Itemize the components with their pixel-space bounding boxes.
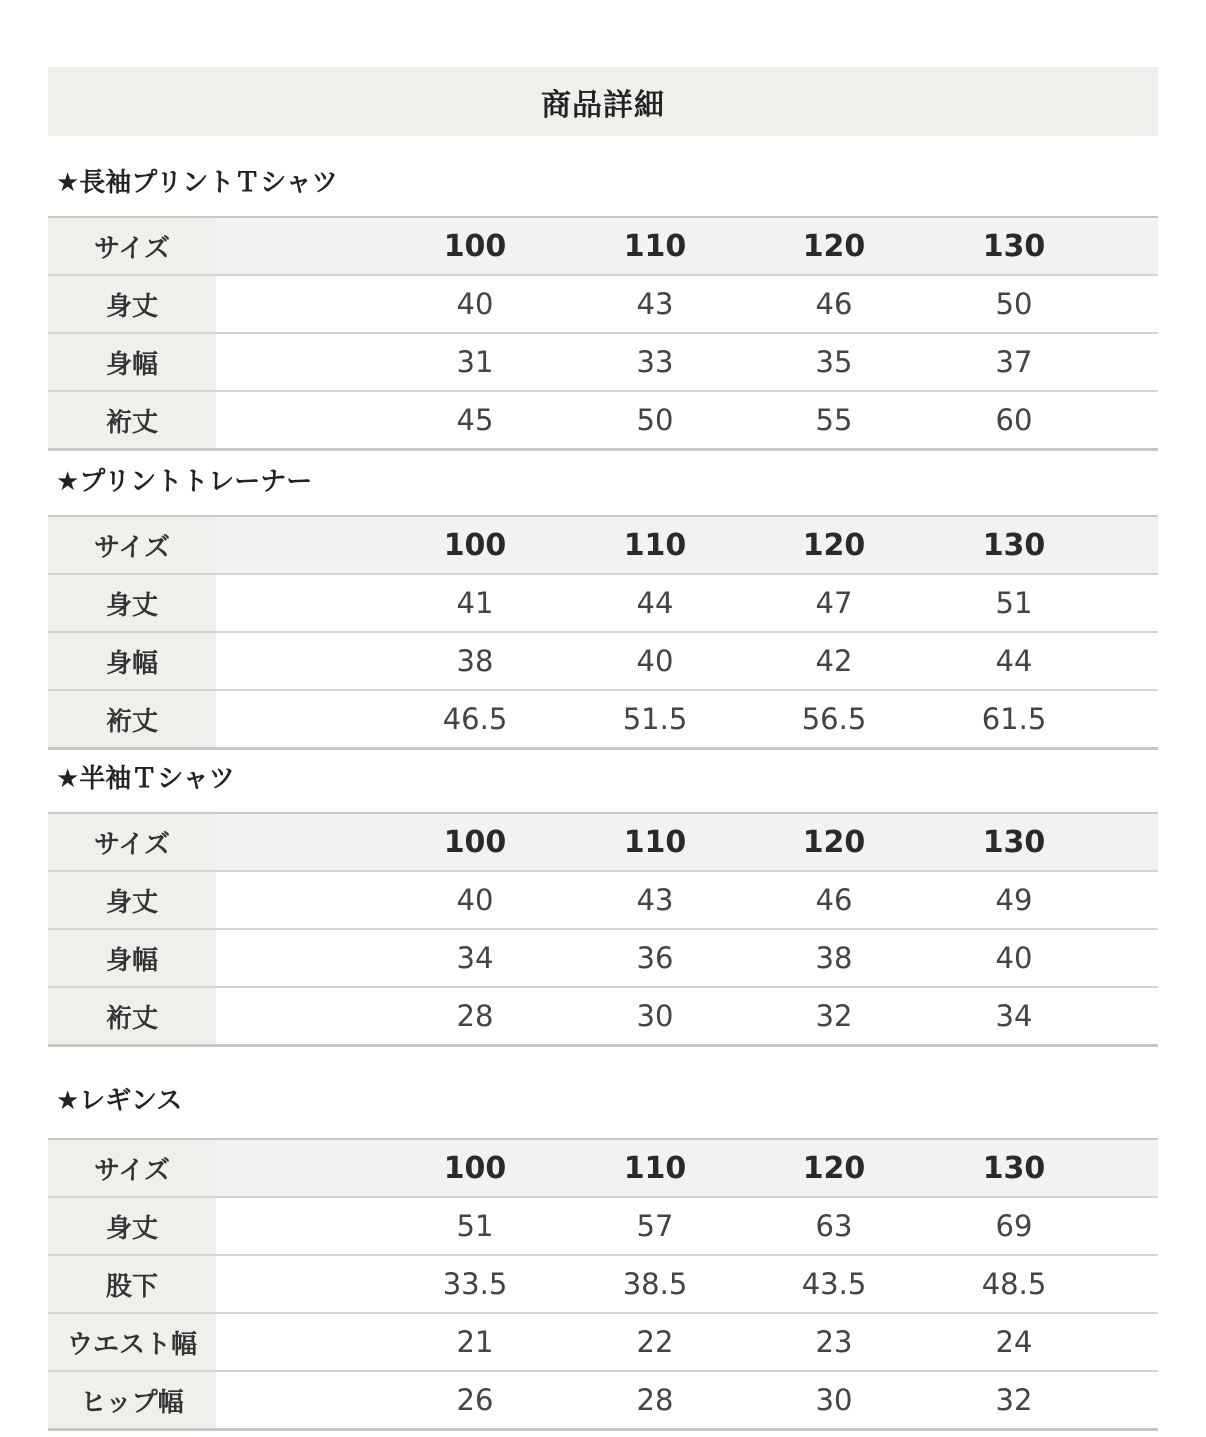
value-cell: 51 [995, 586, 1033, 620]
size-table-long-sleeve-tshirt [48, 216, 1158, 451]
value-cell: 21 [456, 1325, 494, 1359]
row-label: 裄丈 [48, 691, 216, 747]
table-header-row [48, 517, 1158, 575]
size-table-leggings [48, 1138, 1158, 1431]
value-cell: 30 [815, 1383, 853, 1417]
table-header-row [48, 814, 1158, 872]
table-row [48, 1314, 1158, 1372]
size-label-cell: サイズ [48, 218, 216, 274]
value-cell: 38.5 [622, 1267, 688, 1301]
row-label: 身幅 [48, 334, 216, 390]
row-label: 身丈 [48, 575, 216, 631]
row-label: 身丈 [48, 872, 216, 928]
size-header-cell: 120 [802, 527, 866, 563]
row-label: ウエスト幅 [48, 1314, 216, 1370]
value-cell: 28 [456, 999, 494, 1033]
size-header-cell: 130 [982, 1150, 1046, 1186]
value-cell: 38 [815, 941, 853, 975]
value-cell: 40 [995, 941, 1033, 975]
value-cell: 44 [636, 586, 674, 620]
page-title: 商品詳細 [541, 87, 665, 123]
value-cell: 36 [636, 941, 674, 975]
table-row [48, 872, 1158, 930]
value-cell: 31 [456, 345, 494, 379]
row-label: 身丈 [48, 1198, 216, 1254]
value-cell: 55 [815, 403, 853, 437]
size-table-short-sleeve-tshirt [48, 812, 1158, 1047]
table-header-row [48, 1140, 1158, 1198]
page-header [48, 67, 1158, 136]
table-row [48, 575, 1158, 633]
row-label: 身幅 [48, 633, 216, 689]
value-cell: 47 [815, 586, 853, 620]
value-cell: 33.5 [442, 1267, 508, 1301]
size-header-cell: 100 [443, 228, 507, 264]
size-header-cell: 110 [623, 228, 687, 264]
value-cell: 40 [636, 644, 674, 678]
value-cell: 46 [815, 883, 853, 917]
value-cell: 23 [815, 1325, 853, 1359]
row-label: 裄丈 [48, 392, 216, 448]
value-cell: 40 [456, 883, 494, 917]
table-row [48, 633, 1158, 691]
value-cell: 43.5 [801, 1267, 867, 1301]
value-cell: 44 [995, 644, 1033, 678]
row-label: 股下 [48, 1256, 216, 1312]
value-cell: 51.5 [622, 702, 688, 736]
size-header-cell: 120 [802, 228, 866, 264]
value-cell: 28 [636, 1383, 674, 1417]
section-title-print-trainer: ★プリントトレーナー [56, 467, 313, 497]
row-label: ヒップ幅 [48, 1372, 216, 1428]
row-label: 身丈 [48, 276, 216, 332]
table-row [48, 691, 1158, 747]
table-row [48, 930, 1158, 988]
section-title-leggings: ★レギンス [56, 1086, 183, 1116]
value-cell: 41 [456, 586, 494, 620]
size-header-cell: 100 [443, 824, 507, 860]
value-cell: 61.5 [981, 702, 1047, 736]
value-cell: 22 [636, 1325, 674, 1359]
value-cell: 60 [995, 403, 1033, 437]
value-cell: 35 [815, 345, 853, 379]
table-row [48, 392, 1158, 448]
value-cell: 49 [995, 883, 1033, 917]
size-header-cell: 120 [802, 824, 866, 860]
section-title-long-sleeve-tshirt: ★長袖プリントＴシャツ [56, 168, 338, 198]
table-header-row [48, 218, 1158, 276]
value-cell: 50 [995, 287, 1033, 321]
value-cell: 57 [636, 1209, 674, 1243]
size-header-cell: 120 [802, 1150, 866, 1186]
size-header-cell: 110 [623, 1150, 687, 1186]
table-row [48, 334, 1158, 392]
value-cell: 37 [995, 345, 1033, 379]
value-cell: 42 [815, 644, 853, 678]
size-header-cell: 100 [443, 527, 507, 563]
size-header-cell: 100 [443, 1150, 507, 1186]
size-label-cell: サイズ [48, 517, 216, 573]
value-cell: 26 [456, 1383, 494, 1417]
value-cell: 34 [456, 941, 494, 975]
value-cell: 40 [456, 287, 494, 321]
table-row [48, 1198, 1158, 1256]
value-cell: 45 [456, 403, 494, 437]
value-cell: 32 [995, 1383, 1033, 1417]
table-row [48, 1256, 1158, 1314]
value-cell: 48.5 [981, 1267, 1047, 1301]
value-cell: 38 [456, 644, 494, 678]
table-row [48, 988, 1158, 1044]
size-header-cell: 130 [982, 527, 1046, 563]
value-cell: 32 [815, 999, 853, 1033]
size-label-cell: サイズ [48, 814, 216, 870]
value-cell: 50 [636, 403, 674, 437]
value-cell: 33 [636, 345, 674, 379]
value-cell: 24 [995, 1325, 1033, 1359]
value-cell: 51 [456, 1209, 494, 1243]
value-cell: 46 [815, 287, 853, 321]
value-cell: 34 [995, 999, 1033, 1033]
value-cell: 56.5 [801, 702, 867, 736]
table-row [48, 1372, 1158, 1428]
value-cell: 43 [636, 883, 674, 917]
section-title-short-sleeve-tshirt: ★半袖Ｔシャツ [56, 764, 235, 794]
size-header-cell: 130 [982, 228, 1046, 264]
value-cell: 69 [995, 1209, 1033, 1243]
row-label: 裄丈 [48, 988, 216, 1044]
value-cell: 43 [636, 287, 674, 321]
row-label: 身幅 [48, 930, 216, 986]
size-table-print-trainer [48, 515, 1158, 750]
table-row [48, 276, 1158, 334]
size-header-cell: 130 [982, 824, 1046, 860]
size-label-cell: サイズ [48, 1140, 216, 1196]
value-cell: 46.5 [442, 702, 508, 736]
size-header-cell: 110 [623, 824, 687, 860]
size-header-cell: 110 [623, 527, 687, 563]
value-cell: 63 [815, 1209, 853, 1243]
value-cell: 30 [636, 999, 674, 1033]
